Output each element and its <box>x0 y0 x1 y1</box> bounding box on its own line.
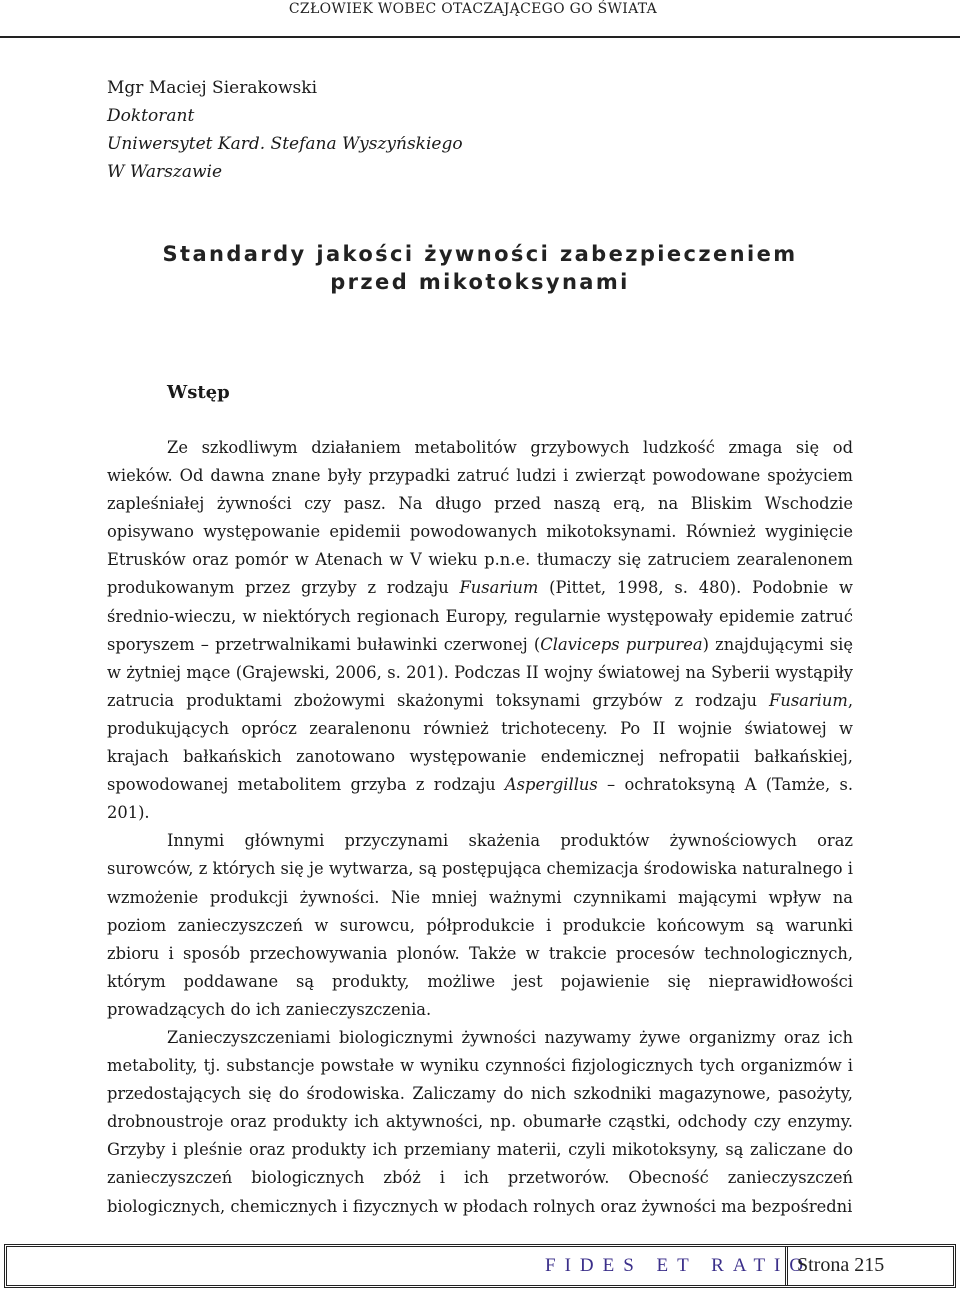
paragraph-1 <box>107 434 853 827</box>
running-header <box>0 0 960 40</box>
paragraph-2: Innymi głównymi przyczynami skażenia produktów żywnościowych oraz surowców, z których się je wytwarza, są postępująca chemizacja środowiska naturalnego i wzmożenie produkcji żywności. Nie mniej ważnymi czynnikami mającymi wpływ na poziom zanieczyszczeń w surowcu, półprodukcie i produkcie końcowym są warunki zbioru i sposób przechowywania plonów. Także w trakcie procesów technologicznych, którym poddawane są produkty, możliwe jest pojawienie się nieprawidłowości prowadzących do ich zanieczyszczenia. <box>107 831 853 1019</box>
article-body <box>107 434 853 1221</box>
p1-text-a: Ze szkodliwym działaniem metabolitów grzybowych ludzkość zmaga się od wieków. Od dawna znane były przypadki zatruć ludzi i zwierząt powodowane spożyciem zapleśniałej żywności czy pasz. Na długo przed naszą erą, na Bliskim Wschodzie opisywano występowanie epidemii powodowanych mikotoksynami. Również wyginięcie Etrusków oraz pomór w Atenach w V wieku p.n.e. tłumaczy się zatruciem zearalenonem produkowanym przez grzyby z rodzaju <box>107 438 853 598</box>
footer-motto: FIDES ET RATIO <box>545 1255 813 1276</box>
footer-divider <box>785 1247 788 1285</box>
running-title: CZŁOWIEK WOBEC OTACZAJĄCEGO GO ŚWIATA <box>288 1 657 17</box>
author-role: Doktorant <box>107 106 195 126</box>
article-title <box>0 240 960 296</box>
p1-italic-claviceps: Claviceps purpurea <box>540 634 703 654</box>
author-university: Uniwersytet Kard. Stefana Wyszyńskiego <box>107 134 463 154</box>
page-number: Strona 215 <box>797 1254 885 1276</box>
author-city: W Warszawie <box>107 162 222 182</box>
p1-text-g: , produkujących oprócz zearalenonu również trichoteceny. Po II wojnie światowej w krajach bałkańskich zanotowano występowanie endemicznej nefropatii bałkańskiej, spowodowanej metabolitem grzyba z rodzaju <box>107 690 853 795</box>
header-rule <box>0 36 960 38</box>
p1-italic-aspergillus: Aspergillus <box>504 775 598 795</box>
p1-text-e: ) znajdującymi się w żytniej mące (Grajewski, 2006, s. 201). Podczas II wojny światowej na Syberii wystąpiły zatrucia produktami zbożowymi skażonymi toksynami grzybów z rodzaju <box>107 634 853 710</box>
page-footer <box>4 1244 956 1288</box>
article-title-line1: Standardy jakości żywności zabezpieczeniem <box>162 242 798 266</box>
author-block <box>107 74 463 186</box>
article-title-line2: przed mikotoksynami <box>330 270 630 294</box>
paragraph-3: Zanieczyszczeniami biologicznymi żywności nazywamy żywe organizmy oraz ich metabolity, tj. substancje powstałe w wyniku czynności fizjologicznych tych organizmów i przedostających się do środowiska. Zaliczamy do nich szkodniki magazynowe, pasożyty, drobnoustroje oraz produkty ich aktywności, np. obumarłe cząstki, odchody czy enzymy. Grzyby i pleśnie oraz produkty ich przemiany materii, czyli mikotoksyny, są zaliczane do zanieczyszczeń biologicznych zbóż i ich przetworów. Obecność zanieczyszczeń biologicznych, chemicznych i fizycznych w płodach rolnych oraz żywności ma bezpośredni <box>107 1027 853 1216</box>
p1-italic-fusarium: Fusarium <box>459 578 539 598</box>
p1-text-i: – ochratoksyną A (Tamże, s. 201). <box>107 775 853 823</box>
p1-text-c: (Pittet, 1998, s. 480). Podobnie w średnio-wieczu, w niektórych regionach Europy, regularnie występowały epidemie zatruć sporyszem – przetrwalnikami buławinki czerwonej ( <box>107 578 853 654</box>
section-heading: Wstęp <box>167 382 230 403</box>
author-name: Mgr Maciej Sierakowski <box>107 78 318 98</box>
p1-italic-fusarium-2: Fusarium <box>769 690 848 710</box>
